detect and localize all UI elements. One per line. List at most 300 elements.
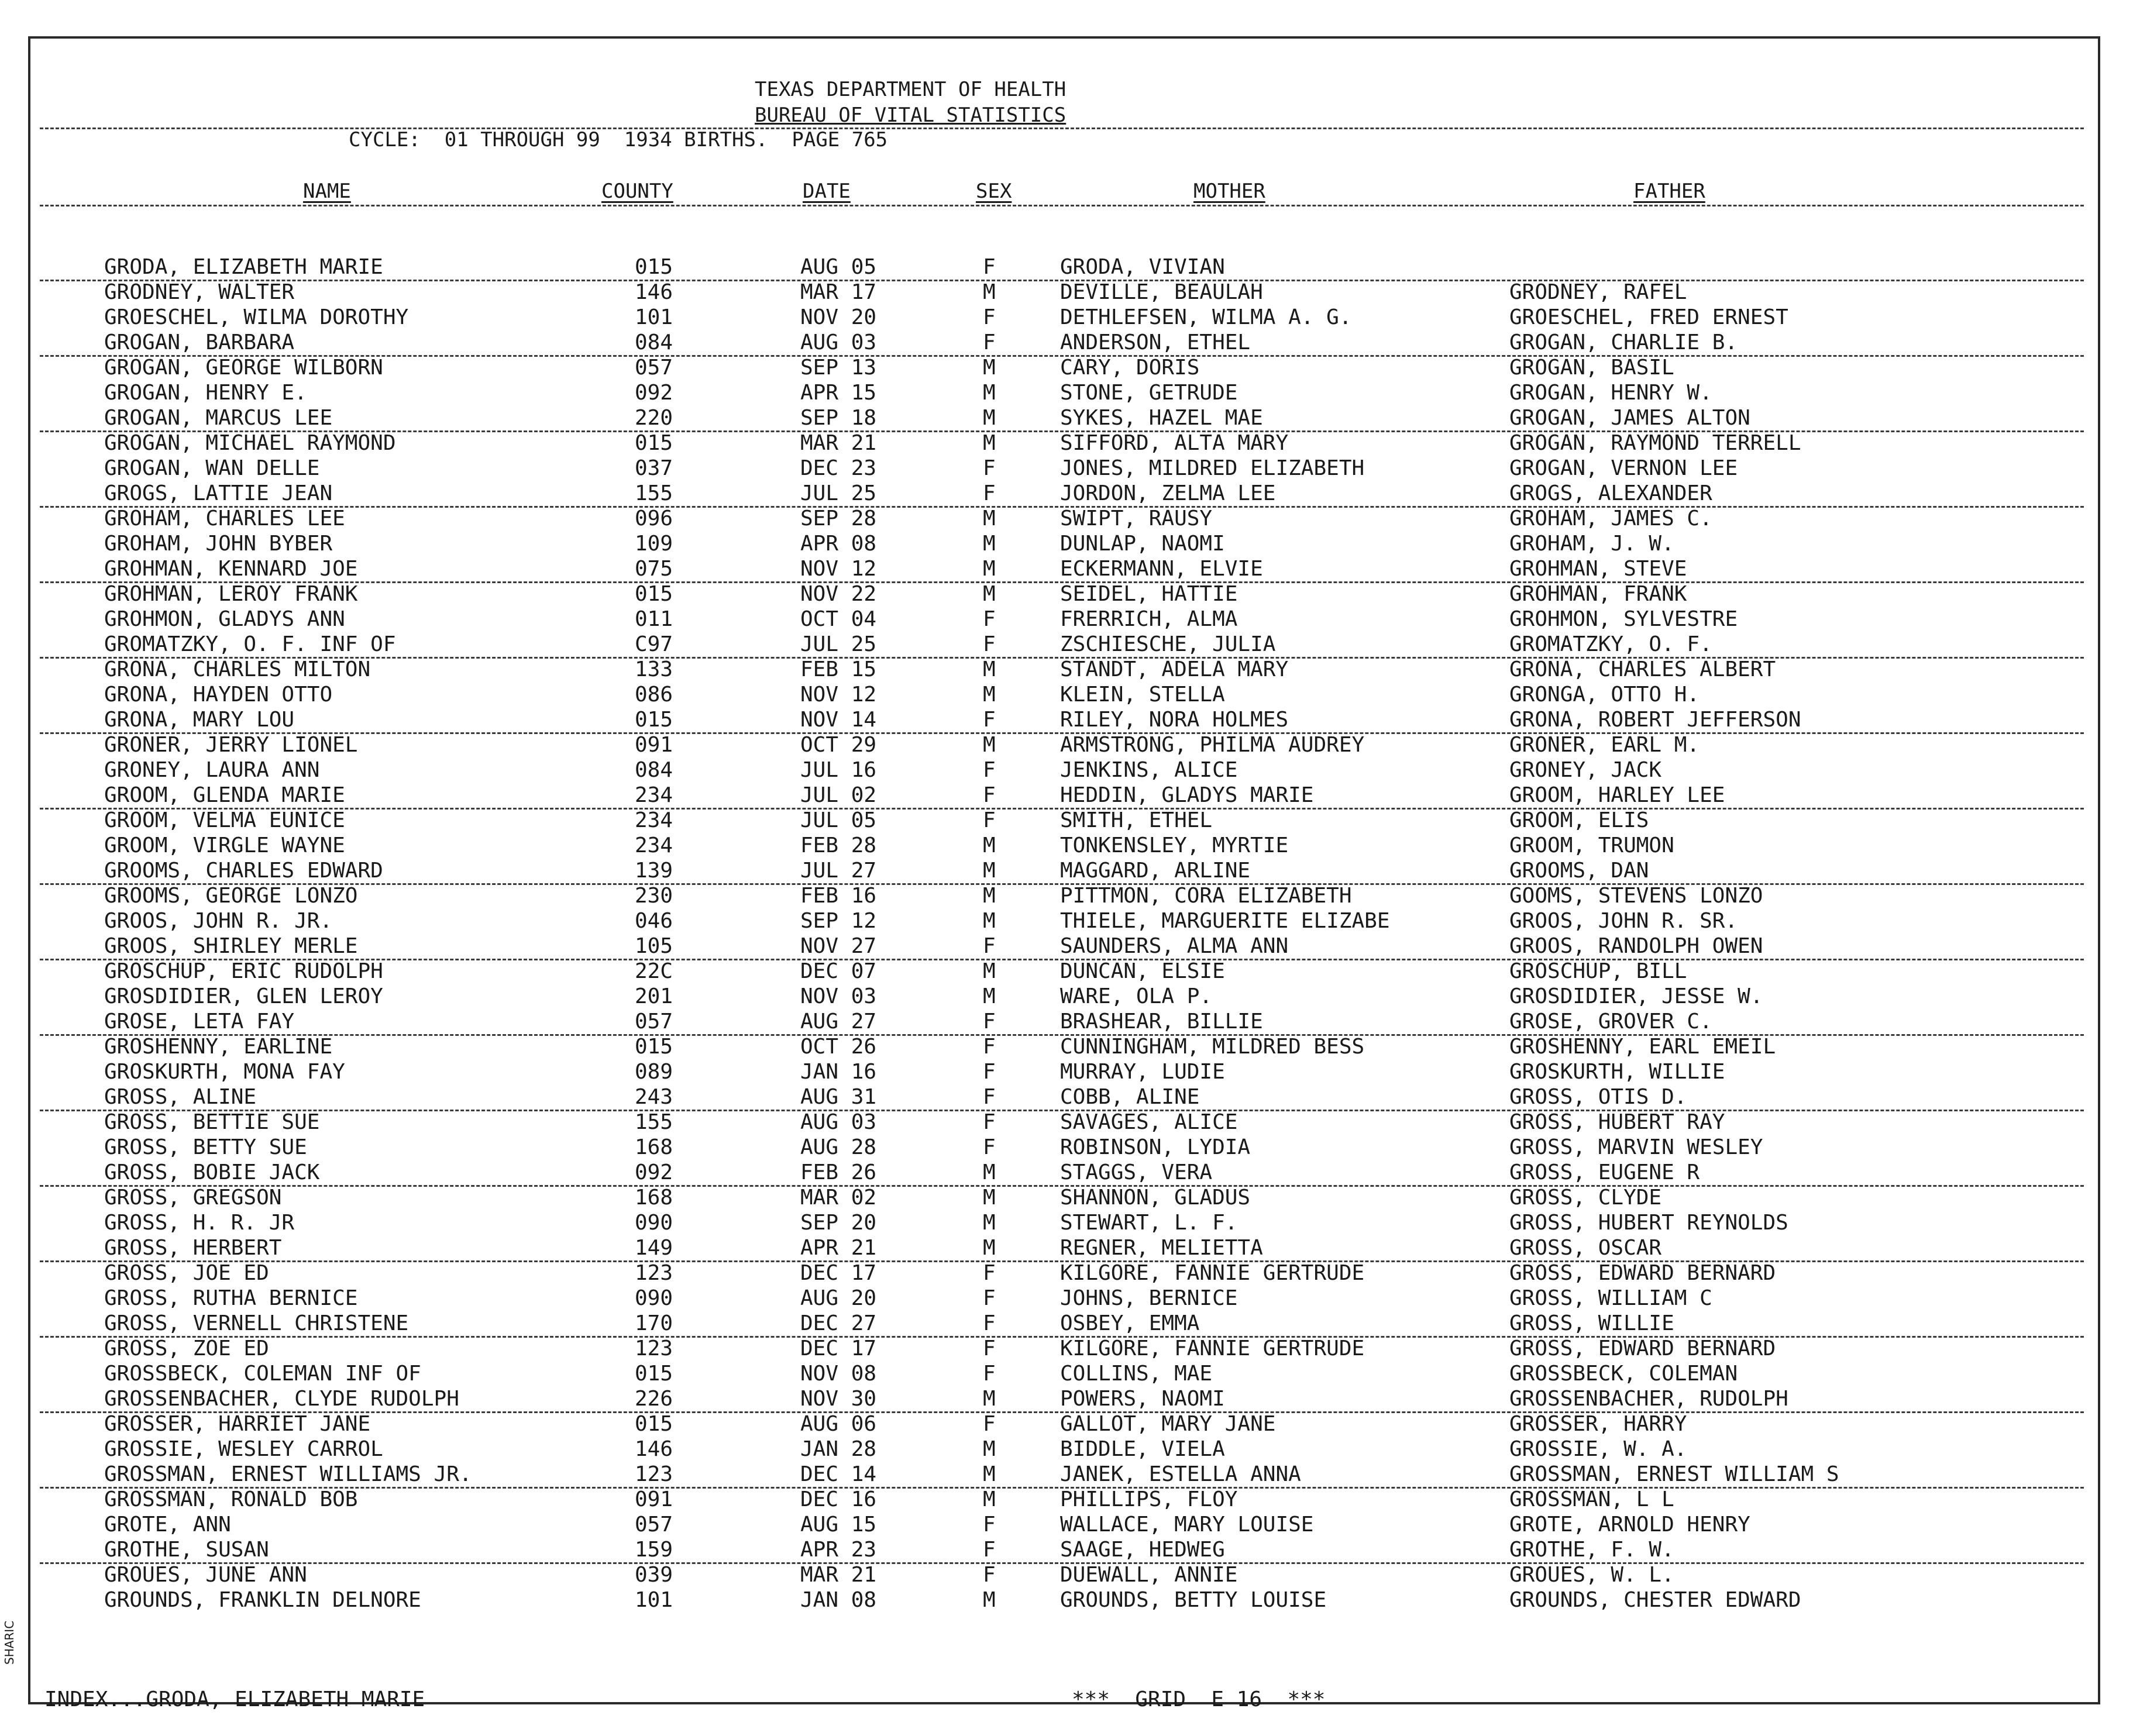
cell-name: GROGAN, MICHAEL RAYMOND xyxy=(104,431,396,455)
cell-mother: ANDERSON, ETHEL xyxy=(1060,330,1251,354)
cell-mother: COBB, ALINE xyxy=(1060,1085,1200,1109)
cell-father: GROGAN, JAMES ALTON xyxy=(1509,406,1750,430)
table-row xyxy=(0,1286,2133,1311)
cell-father: GROGAN, HENRY W. xyxy=(1509,381,1712,405)
cell-name: GROUES, JUNE ANN xyxy=(104,1563,307,1587)
cell-county: 015 xyxy=(635,1412,673,1436)
footer-index: INDEX...GRODA, ELIZABETH MARIE xyxy=(44,1687,425,1711)
cell-sex: F xyxy=(983,1337,996,1360)
column-header-sex: SEX xyxy=(976,180,1012,203)
cell-name: GROSS, JOE ED xyxy=(104,1261,269,1285)
cell-date: JUL 16 xyxy=(800,758,877,782)
cell-father: GROOM, HARLEY LEE xyxy=(1509,783,1725,807)
table-row xyxy=(0,1437,2133,1462)
cell-mother: SWIPT, RAUSY xyxy=(1060,507,1213,531)
cell-county: 101 xyxy=(635,305,673,329)
side-mark: SHARIC xyxy=(2,1620,16,1665)
cell-county: 091 xyxy=(635,733,673,757)
cell-sex: F xyxy=(983,330,996,354)
cell-county: 226 xyxy=(635,1387,673,1411)
cell-date: NOV 12 xyxy=(800,683,877,707)
cell-county: 075 xyxy=(635,557,673,581)
cell-county: 155 xyxy=(635,1110,673,1134)
column-header-name: NAME xyxy=(303,180,351,203)
cell-date: NOV 14 xyxy=(800,708,877,732)
table-row xyxy=(0,1035,2133,1059)
table-row xyxy=(0,959,2133,984)
cell-father: GROGS, ALEXANDER xyxy=(1509,481,1712,505)
table-row xyxy=(0,1010,2133,1034)
table-row xyxy=(0,481,2133,506)
cell-sex: M xyxy=(983,733,996,757)
cell-county: 146 xyxy=(635,1437,673,1461)
cell-mother: ZSCHIESCHE, JULIA xyxy=(1060,632,1276,656)
cell-name: GROSHENNY, EARLINE xyxy=(104,1035,333,1059)
column-header-mother: MOTHER xyxy=(1193,180,1265,203)
cell-name: GRONEY, LAURA ANN xyxy=(104,758,320,782)
cell-name: GROSE, LETA FAY xyxy=(104,1010,295,1034)
cell-county: 015 xyxy=(635,431,673,455)
column-header-divider xyxy=(40,205,2084,206)
cell-name: GROSS, ALINE xyxy=(104,1085,257,1109)
cell-father: GROOS, JOHN R. SR. xyxy=(1509,909,1738,933)
table-row xyxy=(0,1538,2133,1562)
cell-date: OCT 04 xyxy=(800,607,877,631)
cell-father: GROHMAN, STEVE xyxy=(1509,557,1687,581)
cell-father: GROUNDS, CHESTER EDWARD xyxy=(1509,1588,1801,1612)
cell-mother: JONES, MILDRED ELIZABETH xyxy=(1060,456,1365,480)
table-row xyxy=(0,934,2133,959)
table-row xyxy=(0,808,2133,833)
cell-father: GRONGA, OTTO H. xyxy=(1509,683,1700,707)
cell-sex: M xyxy=(983,984,996,1008)
cell-mother: PITTMON, CORA ELIZABETH xyxy=(1060,884,1352,908)
cell-county: 092 xyxy=(635,381,673,405)
cell-county: 084 xyxy=(635,758,673,782)
cell-county: 015 xyxy=(635,708,673,732)
cell-sex: M xyxy=(983,683,996,707)
cell-mother: RILEY, NORA HOLMES xyxy=(1060,708,1289,732)
cell-mother: ROBINSON, LYDIA xyxy=(1060,1135,1251,1159)
cell-date: DEC 14 xyxy=(800,1462,877,1486)
table-row xyxy=(0,783,2133,808)
cell-county: C97 xyxy=(635,632,673,656)
cell-sex: F xyxy=(983,783,996,807)
cell-mother: KILGORE, FANNIE GERTRUDE xyxy=(1060,1337,1365,1360)
cell-father: GRONA, CHARLES ALBERT xyxy=(1509,657,1776,681)
cell-mother: WARE, OLA P. xyxy=(1060,984,1213,1008)
cell-name: GROSS, BETTY SUE xyxy=(104,1135,307,1159)
cell-date: MAR 21 xyxy=(800,1563,877,1587)
cell-name: GROSS, GREGSON xyxy=(104,1186,282,1210)
cell-mother: WALLACE, MARY LOUISE xyxy=(1060,1513,1314,1537)
cell-sex: F xyxy=(983,1110,996,1134)
cell-sex: M xyxy=(983,1160,996,1184)
table-row xyxy=(0,1186,2133,1210)
cell-father: GROHAM, J. W. xyxy=(1509,532,1674,556)
table-row xyxy=(0,330,2133,355)
cell-mother: DUNCAN, ELSIE xyxy=(1060,959,1225,983)
cell-county: 234 xyxy=(635,783,673,807)
cell-name: GROHMON, GLADYS ANN xyxy=(104,607,345,631)
cell-date: APR 21 xyxy=(800,1236,877,1260)
cell-mother: GALLOT, MARY JANE xyxy=(1060,1412,1276,1436)
table-row xyxy=(0,1513,2133,1537)
cell-county: 149 xyxy=(635,1236,673,1260)
header-divider xyxy=(40,128,2084,129)
table-row xyxy=(0,683,2133,707)
table-row xyxy=(0,1110,2133,1135)
cell-county: 039 xyxy=(635,1563,673,1587)
table-row xyxy=(0,859,2133,883)
cell-date: JUL 05 xyxy=(800,808,877,832)
cell-name: GRONA, MARY LOU xyxy=(104,708,295,732)
cell-county: 015 xyxy=(635,1035,673,1059)
cell-father: GROTHE, F. W. xyxy=(1509,1538,1674,1562)
cell-name: GROSSMAN, RONALD BOB xyxy=(104,1487,358,1511)
cell-sex: F xyxy=(983,1261,996,1285)
table-row xyxy=(0,280,2133,305)
cell-name: GROHMAN, KENNARD JOE xyxy=(104,557,358,581)
cell-name: GROTHE, SUSAN xyxy=(104,1538,269,1562)
cell-father: GROSSER, HARRY xyxy=(1509,1412,1687,1436)
cell-sex: F xyxy=(983,607,996,631)
cell-county: 123 xyxy=(635,1462,673,1486)
cell-date: AUG 20 xyxy=(800,1286,877,1310)
cell-name: GROOM, VELMA EUNICE xyxy=(104,808,345,832)
cell-county: 092 xyxy=(635,1160,673,1184)
header-department: TEXAS DEPARTMENT OF HEALTH xyxy=(755,78,1066,101)
cell-name: GROSSBECK, COLEMAN INF OF xyxy=(104,1362,421,1386)
table-row xyxy=(0,1085,2133,1110)
header-cycle: CYCLE: 01 THROUGH 99 1934 BIRTHS. PAGE 765 xyxy=(349,128,888,151)
cell-name: GROSS, BETTIE SUE xyxy=(104,1110,320,1134)
cell-mother: KLEIN, STELLA xyxy=(1060,683,1225,707)
cell-date: DEC 16 xyxy=(800,1487,877,1511)
cell-sex: F xyxy=(983,1010,996,1034)
cell-county: 123 xyxy=(635,1261,673,1285)
table-row xyxy=(0,431,2133,456)
table-row xyxy=(0,1236,2133,1260)
table-row xyxy=(0,632,2133,657)
cell-sex: F xyxy=(983,1135,996,1159)
cell-date: AUG 15 xyxy=(800,1513,877,1537)
table-row xyxy=(0,557,2133,581)
cell-father: GROGAN, CHARLIE B. xyxy=(1509,330,1738,354)
cell-county: 057 xyxy=(635,1513,673,1537)
cell-county: 015 xyxy=(635,582,673,606)
cell-mother: DEVILLE, BEAULAH xyxy=(1060,280,1263,304)
cell-father: GROOM, ELIS xyxy=(1509,808,1649,832)
cell-mother: SMITH, ETHEL xyxy=(1060,808,1213,832)
cell-name: GROHAM, JOHN BYBER xyxy=(104,532,333,556)
column-header-father: FATHER xyxy=(1633,180,1705,203)
cell-father: GROSS, OTIS D. xyxy=(1509,1085,1687,1109)
cell-date: NOV 22 xyxy=(800,582,877,606)
cell-date: NOV 12 xyxy=(800,557,877,581)
cell-father: GROOM, TRUMON xyxy=(1509,833,1674,857)
cell-name: GROGAN, HENRY E. xyxy=(104,381,307,405)
cell-county: 096 xyxy=(635,507,673,531)
cell-father: GROSS, EDWARD BERNARD xyxy=(1509,1261,1776,1285)
cell-mother: HEDDIN, GLADYS MARIE xyxy=(1060,783,1314,807)
cell-sex: M xyxy=(983,1211,996,1235)
cell-name: GROOM, VIRGLE WAYNE xyxy=(104,833,345,857)
cell-county: 230 xyxy=(635,884,673,908)
cell-sex: M xyxy=(983,833,996,857)
cell-date: JUL 25 xyxy=(800,632,877,656)
cell-father: GRODNEY, RAFEL xyxy=(1509,280,1687,304)
cell-date: AUG 28 xyxy=(800,1135,877,1159)
cell-sex: M xyxy=(983,1236,996,1260)
cell-county: 139 xyxy=(635,859,673,883)
cell-sex: M xyxy=(983,909,996,933)
cell-sex: F xyxy=(983,1412,996,1436)
cell-name: GRODNEY, WALTER xyxy=(104,280,295,304)
cell-name: GROSCHUP, ERIC RUDOLPH xyxy=(104,959,383,983)
cell-date: MAR 21 xyxy=(800,431,877,455)
cell-date: FEB 28 xyxy=(800,833,877,857)
cell-name: GRONA, HAYDEN OTTO xyxy=(104,683,333,707)
cell-county: 090 xyxy=(635,1211,673,1235)
cell-mother: CUNNINGHAM, MILDRED BESS xyxy=(1060,1035,1365,1059)
cell-name: GROGAN, WAN DELLE xyxy=(104,456,320,480)
cell-father: GRONEY, JACK xyxy=(1509,758,1662,782)
cell-date: AUG 31 xyxy=(800,1085,877,1109)
cell-county: 105 xyxy=(635,934,673,958)
cell-sex: F xyxy=(983,708,996,732)
cell-date: AUG 05 xyxy=(800,255,877,279)
cell-mother: COLLINS, MAE xyxy=(1060,1362,1213,1386)
cell-sex: M xyxy=(983,406,996,430)
cell-father: GROGAN, RAYMOND TERRELL xyxy=(1509,431,1801,455)
table-row xyxy=(0,1487,2133,1512)
footer-grid: *** GRID E 16 *** xyxy=(1072,1687,1326,1711)
cell-sex: M xyxy=(983,657,996,681)
cell-name: GROGAN, GEORGE WILBORN xyxy=(104,356,383,380)
cell-name: GROOS, SHIRLEY MERLE xyxy=(104,934,358,958)
cell-date: MAR 02 xyxy=(800,1186,877,1210)
cell-county: 201 xyxy=(635,984,673,1008)
cell-mother: SAVAGES, ALICE xyxy=(1060,1110,1238,1134)
cell-sex: M xyxy=(983,532,996,556)
cell-father: GROSS, WILLIE xyxy=(1509,1311,1674,1335)
cell-mother: STEWART, L. F. xyxy=(1060,1211,1238,1235)
table-row xyxy=(0,1387,2133,1411)
cell-sex: M xyxy=(983,582,996,606)
cell-date: NOV 03 xyxy=(800,984,877,1008)
cell-date: DEC 17 xyxy=(800,1261,877,1285)
table-row xyxy=(0,1337,2133,1361)
table-row xyxy=(0,984,2133,1009)
table-row xyxy=(0,708,2133,732)
cell-county: 234 xyxy=(635,833,673,857)
header-bureau: BUREAU OF VITAL STATISTICS xyxy=(755,104,1066,127)
cell-sex: F xyxy=(983,481,996,505)
cell-mother: POWERS, NAOMI xyxy=(1060,1387,1225,1411)
cell-sex: M xyxy=(983,507,996,531)
cell-date: SEP 18 xyxy=(800,406,877,430)
cell-county: 101 xyxy=(635,1588,673,1612)
cell-sex: M xyxy=(983,381,996,405)
cell-date: DEC 07 xyxy=(800,959,877,983)
cell-mother: TONKENSLEY, MYRTIE xyxy=(1060,833,1289,857)
cell-sex: F xyxy=(983,1513,996,1537)
cell-date: AUG 03 xyxy=(800,1110,877,1134)
cell-father: GROSSMAN, ERNEST WILLIAM S xyxy=(1509,1462,1839,1486)
cell-name: GROGAN, BARBARA xyxy=(104,330,295,354)
cell-mother: JORDON, ZELMA LEE xyxy=(1060,481,1276,505)
cell-mother: BRASHEAR, BILLIE xyxy=(1060,1010,1263,1034)
cell-father: GROSS, EUGENE R xyxy=(1509,1160,1700,1184)
cell-name: GRONA, CHARLES MILTON xyxy=(104,657,371,681)
cell-date: NOV 08 xyxy=(800,1362,877,1386)
cell-county: 057 xyxy=(635,1010,673,1034)
cell-father: GROOMS, DAN xyxy=(1509,859,1649,883)
cell-mother: DUNLAP, NAOMI xyxy=(1060,532,1225,556)
cell-date: DEC 17 xyxy=(800,1337,877,1360)
cell-county: 109 xyxy=(635,532,673,556)
table-row xyxy=(0,1362,2133,1386)
cell-father: GROUES, W. L. xyxy=(1509,1563,1674,1587)
cell-name: GROGAN, MARCUS LEE xyxy=(104,406,333,430)
cell-county: 123 xyxy=(635,1337,673,1360)
cell-sex: F xyxy=(983,1362,996,1386)
cell-mother: OSBEY, EMMA xyxy=(1060,1311,1200,1335)
table-row xyxy=(0,1160,2133,1185)
cell-mother: SIFFORD, ALTA MARY xyxy=(1060,431,1289,455)
cell-name: GROSS, BOBIE JACK xyxy=(104,1160,320,1184)
cell-date: SEP 20 xyxy=(800,1211,877,1235)
table-row xyxy=(0,255,2133,280)
cell-mother: SHANNON, GLADUS xyxy=(1060,1186,1251,1210)
cell-date: OCT 29 xyxy=(800,733,877,757)
cell-father: GROHMON, SYLVESTRE xyxy=(1509,607,1738,631)
cell-county: 037 xyxy=(635,456,673,480)
cell-date: JAN 28 xyxy=(800,1437,877,1461)
table-row xyxy=(0,733,2133,757)
cell-father: GROSCHUP, BILL xyxy=(1509,959,1687,983)
table-row xyxy=(0,1211,2133,1235)
cell-name: GROOMS, CHARLES EDWARD xyxy=(104,859,383,883)
cell-county: 168 xyxy=(635,1135,673,1159)
table-row xyxy=(0,758,2133,783)
table-row xyxy=(0,1060,2133,1084)
cell-date: NOV 27 xyxy=(800,934,877,958)
cell-mother: GROUNDS, BETTY LOUISE xyxy=(1060,1588,1327,1612)
cell-name: GRONER, JERRY LIONEL xyxy=(104,733,358,757)
cell-sex: M xyxy=(983,859,996,883)
cell-mother: ARMSTRONG, PHILMA AUDREY xyxy=(1060,733,1365,757)
table-row xyxy=(0,1588,2133,1613)
cell-county: 057 xyxy=(635,356,673,380)
cell-mother: SYKES, HAZEL MAE xyxy=(1060,406,1263,430)
cell-county: 220 xyxy=(635,406,673,430)
cell-father: GROGAN, BASIL xyxy=(1509,356,1674,380)
cell-name: GROSSER, HARRIET JANE xyxy=(104,1412,371,1436)
cell-mother: STONE, GETRUDE xyxy=(1060,381,1238,405)
cell-father: GROSS, HUBERT REYNOLDS xyxy=(1509,1211,1788,1235)
cell-name: GROESCHEL, WILMA DOROTHY xyxy=(104,305,409,329)
column-header-county: COUNTY xyxy=(601,180,673,203)
cell-mother: THIELE, MARGUERITE ELIZABE xyxy=(1060,909,1390,933)
cell-sex: M xyxy=(983,1487,996,1511)
table-row xyxy=(0,909,2133,934)
table-row xyxy=(0,456,2133,481)
cell-county: 234 xyxy=(635,808,673,832)
cell-sex: F xyxy=(983,456,996,480)
cell-date: JAN 16 xyxy=(800,1060,877,1084)
cell-sex: M xyxy=(983,356,996,380)
cell-sex: F xyxy=(983,1060,996,1084)
cell-date: DEC 23 xyxy=(800,456,877,480)
cell-sex: M xyxy=(983,1462,996,1486)
cell-father: GRONA, ROBERT JEFFERSON xyxy=(1509,708,1801,732)
table-row xyxy=(0,305,2133,330)
cell-county: 155 xyxy=(635,481,673,505)
cell-father: GROMATZKY, O. F. xyxy=(1509,632,1712,656)
cell-sex: F xyxy=(983,1311,996,1335)
cell-mother: MAGGARD, ARLINE xyxy=(1060,859,1251,883)
cell-date: APR 08 xyxy=(800,532,877,556)
cell-date: JUL 02 xyxy=(800,783,877,807)
cell-mother: PHILLIPS, FLOY xyxy=(1060,1487,1238,1511)
cell-mother: KILGORE, FANNIE GERTRUDE xyxy=(1060,1261,1365,1285)
cell-county: 146 xyxy=(635,280,673,304)
cell-father: GROESCHEL, FRED ERNEST xyxy=(1509,305,1788,329)
cell-father: GROSDIDIER, JESSE W. xyxy=(1509,984,1763,1008)
cell-father: GROSSBECK, COLEMAN xyxy=(1509,1362,1738,1386)
cell-sex: M xyxy=(983,959,996,983)
cell-sex: F xyxy=(983,808,996,832)
cell-father: GROSS, MARVIN WESLEY xyxy=(1509,1135,1763,1159)
cell-county: 015 xyxy=(635,255,673,279)
cell-date: JAN 08 xyxy=(800,1588,877,1612)
cell-date: DEC 27 xyxy=(800,1311,877,1335)
cell-sex: M xyxy=(983,884,996,908)
cell-sex: M xyxy=(983,1387,996,1411)
cell-mother: SAAGE, HEDWEG xyxy=(1060,1538,1225,1562)
table-row xyxy=(0,582,2133,607)
cell-date: FEB 26 xyxy=(800,1160,877,1184)
table-row xyxy=(0,356,2133,380)
cell-mother: DETHLEFSEN, WILMA A. G. xyxy=(1060,305,1352,329)
column-header-date: DATE xyxy=(803,180,851,203)
cell-mother: JANEK, ESTELLA ANNA xyxy=(1060,1462,1301,1486)
cell-mother: STANDT, ADELA MARY xyxy=(1060,657,1289,681)
cell-sex: F xyxy=(983,934,996,958)
cell-name: GROSS, VERNELL CHRISTENE xyxy=(104,1311,409,1335)
cell-county: 243 xyxy=(635,1085,673,1109)
cell-date: FEB 16 xyxy=(800,884,877,908)
cell-father: GROSSENBACHER, RUDOLPH xyxy=(1509,1387,1788,1411)
cell-name: GRODA, ELIZABETH MARIE xyxy=(104,255,383,279)
cell-father: GROHAM, JAMES C. xyxy=(1509,507,1712,531)
table-row xyxy=(0,507,2133,531)
cell-mother: ECKERMANN, ELVIE xyxy=(1060,557,1263,581)
cell-father: GROSKURTH, WILLIE xyxy=(1509,1060,1725,1084)
cell-father: GROSSMAN, L L xyxy=(1509,1487,1674,1511)
cell-name: GROOS, JOHN R. JR. xyxy=(104,909,333,933)
cell-date: AUG 06 xyxy=(800,1412,877,1436)
cell-sex: F xyxy=(983,255,996,279)
cell-date: JUL 27 xyxy=(800,859,877,883)
cell-sex: F xyxy=(983,1538,996,1562)
table-row xyxy=(0,607,2133,632)
cell-mother: JOHNS, BERNICE xyxy=(1060,1286,1238,1310)
cell-sex: M xyxy=(983,431,996,455)
table-row xyxy=(0,1412,2133,1437)
